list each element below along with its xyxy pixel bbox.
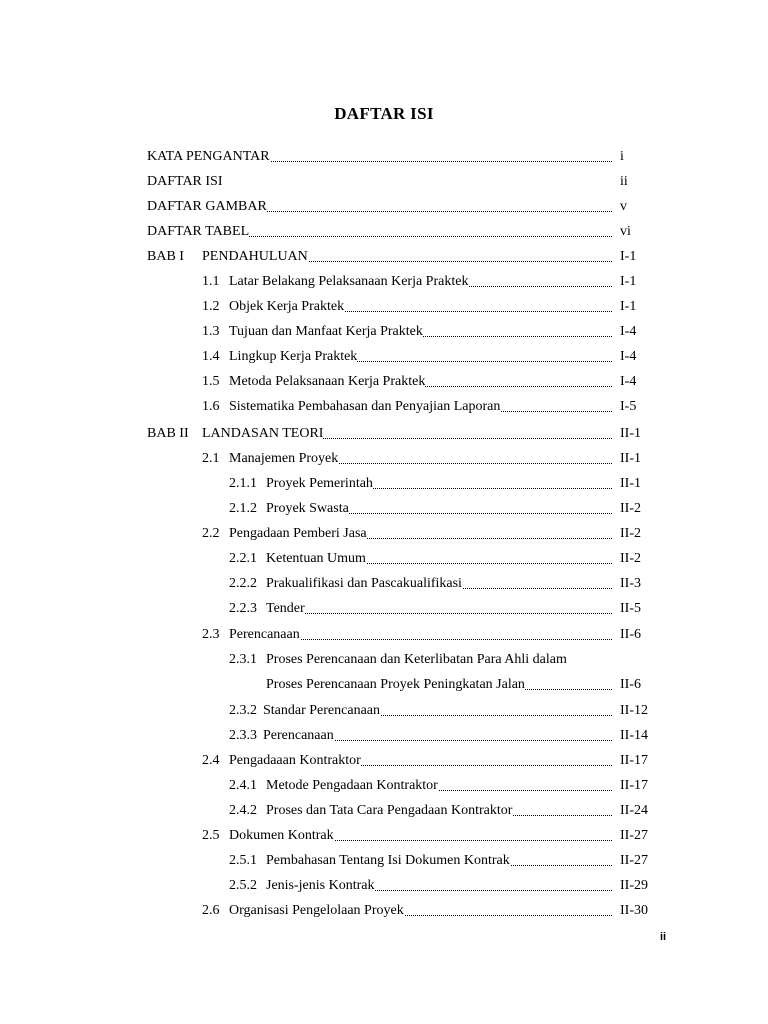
toc-entry-page: I-4 [620, 374, 637, 389]
toc-entry-page: I-5 [620, 399, 637, 414]
toc-entry-page: II-27 [620, 853, 648, 868]
toc-entry-page: i [620, 149, 624, 164]
toc-entry-number: 2.4.1 [229, 778, 257, 793]
toc-entry-number: 1.3 [202, 324, 220, 339]
toc-leader [229, 449, 612, 469]
toc-entry-number: BAB II [147, 426, 189, 441]
toc-leader [229, 625, 612, 645]
toc-subsection[interactable] [0, 599, 768, 619]
toc-entry-label: Metode Pengadaan Kontraktor [266, 778, 438, 793]
toc-entry-number: BAB I [147, 249, 184, 264]
toc-section[interactable] [0, 297, 768, 317]
toc-entry-page: II-24 [620, 803, 648, 818]
toc-entry[interactable] [0, 147, 768, 167]
toc-entry-label: Proses dan Tata Cara Pengadaan Kontraktor [266, 803, 513, 818]
toc-section[interactable] [0, 322, 768, 342]
toc-leader [202, 424, 612, 444]
toc-entry-number: 2.2.1 [229, 551, 257, 566]
toc-entry-label: PENDAHULUAN [202, 249, 308, 264]
toc-section[interactable] [0, 901, 768, 921]
toc-leader [229, 751, 612, 771]
toc-entry-page: vi [620, 224, 631, 239]
toc-entry-label: Sistematika Pembahasan dan Penyajian Laporan [229, 399, 501, 414]
toc-leader [266, 599, 612, 619]
toc-entry-label: Proyek Pemerintah [266, 476, 373, 491]
toc-chapter[interactable] [0, 424, 768, 444]
toc-entry-label: Proses Perencanaan dan Keterlibatan Para Ahli dalam [266, 652, 567, 667]
toc-entry-label: Standar Perencanaan [263, 703, 380, 718]
toc-entry-page: II-3 [620, 576, 641, 591]
toc-leader [266, 876, 612, 896]
toc-entry-page: II-27 [620, 828, 648, 843]
page-number: ii [660, 931, 667, 943]
toc-leader [229, 347, 612, 367]
toc-leader [229, 524, 612, 544]
toc-entry[interactable] [0, 222, 768, 242]
toc-entry-number: 2.3 [202, 627, 220, 642]
toc-entry-page: II-1 [620, 426, 641, 441]
toc-section[interactable] [0, 449, 768, 469]
toc-entry-number: 1.6 [202, 399, 220, 414]
toc-entry-number: 1.5 [202, 374, 220, 389]
toc-entry-page: II-14 [620, 728, 648, 743]
toc-entry-page: I-1 [620, 299, 637, 314]
toc-leader [266, 499, 612, 519]
toc-leader [266, 574, 612, 594]
toc-leader [147, 197, 612, 217]
toc-subsection[interactable] [0, 851, 768, 871]
toc-leader [266, 776, 612, 796]
toc-entry-page: II-12 [620, 703, 648, 718]
toc-subsection[interactable] [0, 701, 768, 721]
toc-leader [229, 372, 612, 392]
toc-subsection[interactable] [0, 574, 768, 594]
toc-entry-label: Jenis-jenis Kontrak [266, 878, 375, 893]
toc-section[interactable] [0, 751, 768, 771]
toc-entry-number: 2.4.2 [229, 803, 257, 818]
toc-entry-page: I-4 [620, 324, 637, 339]
toc-chapter[interactable] [0, 247, 768, 267]
toc-entry-number: 2.2 [202, 526, 220, 541]
toc-entry-number: 2.5 [202, 828, 220, 843]
toc-entry-label: DAFTAR TABEL [147, 224, 250, 239]
toc-entry-label: Pengadaan Pemberi Jasa [229, 526, 367, 541]
toc-entry[interactable] [0, 172, 768, 192]
toc-section[interactable] [0, 397, 768, 417]
toc-entry-label: Proses Perencanaan Proyek Peningkatan Jalan [266, 677, 525, 692]
toc-entry-label: Objek Kerja Praktek [229, 299, 345, 314]
toc-entry-label: Proyek Swasta [266, 501, 349, 516]
toc-entry-label: KATA PENGANTAR [147, 149, 270, 164]
toc-entry-number: 2.4 [202, 753, 220, 768]
toc-entry-label: Organisasi Pengelolaan Proyek [229, 903, 404, 918]
toc-entry-label: Dokumen Kontrak [229, 828, 334, 843]
toc-leader [202, 247, 612, 267]
toc-entry-label: Latar Belakang Pelaksanaan Kerja Praktek [229, 274, 469, 289]
toc-entry-page: II-2 [620, 501, 641, 516]
toc-entry-label: Metoda Pelaksanaan Kerja Praktek [229, 374, 426, 389]
toc-entry-label: Perencanaan [263, 728, 334, 743]
toc-section[interactable] [0, 826, 768, 846]
toc-leader [266, 474, 612, 494]
toc-entry-page: II-2 [620, 526, 641, 541]
toc-entry-page: II-29 [620, 878, 648, 893]
toc-leader [266, 549, 612, 569]
toc-entry-number: 2.3.2 [229, 703, 257, 718]
toc-entry-number: 1.2 [202, 299, 220, 314]
toc-entry-label: Prakualifikasi dan Pascakualifikasi [266, 576, 462, 591]
toc-entry-label: Tujuan dan Manfaat Kerja Praktek [229, 324, 423, 339]
toc-entry-number: 2.2.2 [229, 576, 257, 591]
toc-entry-page: II-17 [620, 753, 648, 768]
toc-leader [147, 222, 612, 242]
toc-entry-page: II-17 [620, 778, 648, 793]
toc-subsection[interactable] [0, 499, 768, 519]
toc-entry-page: II-6 [620, 677, 641, 692]
toc-leader [229, 297, 612, 317]
toc-section[interactable] [0, 625, 768, 645]
toc-leader [229, 272, 612, 292]
toc-leader [229, 322, 612, 342]
toc-entry-number: 2.5.2 [229, 878, 257, 893]
toc-entry-label: Lingkup Kerja Praktek [229, 349, 358, 364]
toc-subsection-continued[interactable] [0, 675, 768, 695]
toc-subsection[interactable] [0, 549, 768, 569]
toc-entry-page: II-1 [620, 476, 641, 491]
toc-subsection[interactable] [0, 776, 768, 796]
toc-entry-label: Ketentuan Umum [266, 551, 366, 566]
toc-entry-number: 2.6 [202, 903, 220, 918]
toc-section[interactable] [0, 372, 768, 392]
toc-entry-number: 2.5.1 [229, 853, 257, 868]
toc-entry[interactable] [0, 197, 768, 217]
toc-entry-label: Pengadaaan Kontraktor [229, 753, 361, 768]
toc-leader [229, 826, 612, 846]
toc-entry-label: LANDASAN TEORI [202, 426, 324, 441]
toc-entry-label: Pembahasan Tentang Isi Dokumen Kontrak [266, 853, 510, 868]
toc-subsection[interactable] [0, 801, 768, 821]
toc-leader [266, 851, 612, 871]
toc-entry-page: v [620, 199, 627, 214]
toc-section[interactable] [0, 524, 768, 544]
toc-leader [266, 801, 612, 821]
toc-entry-page: I-1 [620, 249, 637, 264]
toc-entry-page: I-4 [620, 349, 637, 364]
toc-entry-page: ii [620, 174, 628, 189]
toc-leader [263, 726, 612, 746]
toc-leader [229, 901, 612, 921]
toc-entry-page: I-1 [620, 274, 637, 289]
toc-entry-number: 2.2.3 [229, 601, 257, 616]
toc-section[interactable] [0, 347, 768, 367]
toc-subsection[interactable] [0, 726, 768, 746]
page-title: DAFTAR ISI [334, 104, 434, 123]
toc-subsection[interactable] [0, 876, 768, 896]
toc-entry-page: II-30 [620, 903, 648, 918]
toc-section[interactable] [0, 272, 768, 292]
toc-entry-page: II-6 [620, 627, 641, 642]
toc-entry-page: II-5 [620, 601, 641, 616]
toc-entry-label: DAFTAR GAMBAR [147, 199, 267, 214]
toc-entry-label: Manajemen Proyek [229, 451, 339, 466]
toc-entry-label: DAFTAR ISI [147, 174, 223, 189]
toc-entry-number: 2.3.3 [229, 728, 257, 743]
toc-entry-page: II-2 [620, 551, 641, 566]
toc-entry-number: 2.1 [202, 451, 220, 466]
toc-leader [266, 675, 612, 695]
toc-entry-label: Perencanaan [229, 627, 300, 642]
toc-subsection[interactable] [0, 474, 768, 494]
toc-entry-label: Tender [266, 601, 305, 616]
toc-entry-number: 1.4 [202, 349, 220, 364]
toc-leader [263, 701, 612, 721]
toc-entry-number: 2.1.2 [229, 501, 257, 516]
toc-leader [229, 397, 612, 417]
toc-entry-number: 2.1.1 [229, 476, 257, 491]
toc-subsection[interactable] [0, 650, 768, 670]
toc-leader [147, 147, 612, 167]
toc-entry-number: 1.1 [202, 274, 220, 289]
toc-entry-page: II-1 [620, 451, 641, 466]
toc-entry-number: 2.3.1 [229, 652, 257, 667]
